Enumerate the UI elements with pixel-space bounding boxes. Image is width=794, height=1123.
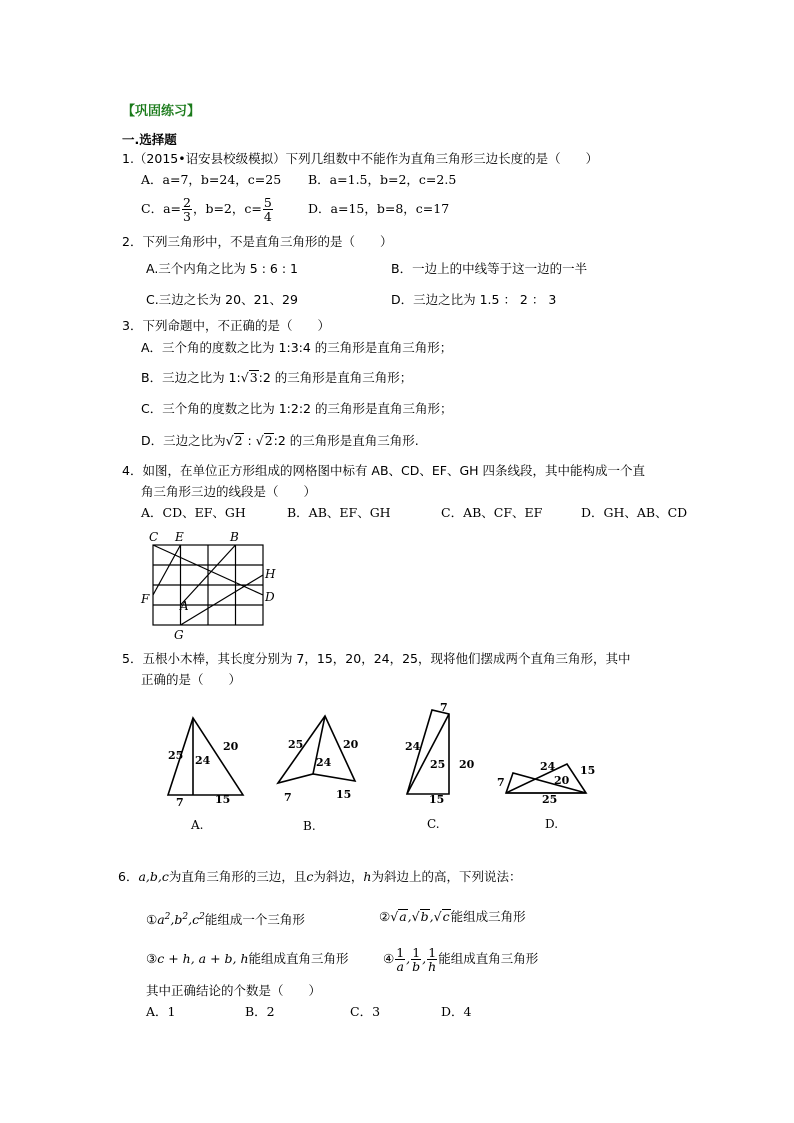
q6-option-c[interactable]: C．3 bbox=[350, 1004, 381, 1019]
q6-option-d[interactable]: D．4 bbox=[441, 1004, 472, 1019]
q6-stem bbox=[118, 869, 521, 885]
marker-1: ① bbox=[146, 912, 158, 928]
math-c-squared: $c^2$ bbox=[192, 912, 205, 928]
segment-ef bbox=[153, 545, 181, 595]
q6-question: 其中正确结论的个数是（ ） bbox=[146, 983, 322, 998]
label-25: 25 bbox=[288, 738, 304, 751]
q4-option-d[interactable]: D．GH、AB、CD bbox=[581, 505, 688, 520]
label-20: 20 bbox=[459, 758, 475, 771]
q4-grid-figure bbox=[138, 526, 288, 644]
sqrt-c: √c bbox=[433, 909, 450, 924]
q1-option-a[interactable]: A．a=7，b=24，c=25 bbox=[141, 172, 282, 187]
marker-2: ② bbox=[379, 909, 391, 924]
q3-b-prefix: B．三边之比为 1: bbox=[141, 370, 241, 385]
q6-option-a[interactable]: A．1 bbox=[146, 1004, 176, 1019]
label-25: 25 bbox=[430, 758, 446, 771]
point-label-h: H bbox=[265, 567, 276, 581]
label-7: 7 bbox=[440, 701, 448, 714]
q4-option-b[interactable]: B．AB、EF、GH bbox=[287, 505, 391, 520]
radicand: 2 bbox=[264, 433, 273, 448]
statement-text: 能组成直角三角形 bbox=[248, 951, 349, 966]
label-15: 15 bbox=[429, 793, 445, 806]
q6-statement-1: $①a^2,b^2,c^2$能组成一个三角形 bbox=[146, 912, 305, 928]
radicand: 3 bbox=[249, 370, 258, 385]
statement-text: 能组成一个三角形 bbox=[204, 912, 305, 928]
q6-option-b[interactable]: B．2 bbox=[245, 1004, 275, 1019]
label-15: 15 bbox=[336, 788, 352, 801]
q6-var-h: h bbox=[363, 869, 372, 884]
q4-stem-line2: 角三角形三边的线段是（ ） bbox=[141, 484, 317, 499]
q6-text: 为直角三角形的三边，且 bbox=[168, 869, 307, 884]
label-25: 25 bbox=[168, 749, 184, 762]
q1-c-fraction-a bbox=[182, 196, 192, 223]
math-b-squared: $b^2$ bbox=[174, 912, 189, 928]
q4-option-a[interactable]: A．CD、EF、GH bbox=[141, 505, 246, 520]
frac-numerator: 2 bbox=[183, 195, 191, 210]
statement-text: 能组成三角形 bbox=[450, 909, 526, 924]
point-label-d: D bbox=[265, 590, 275, 604]
q3-option-d[interactable] bbox=[141, 433, 419, 449]
frac-1-over-h: $\frac{1}{h}$ bbox=[428, 945, 437, 974]
point-label-b: B bbox=[230, 530, 239, 544]
q6-vars: a,b,c bbox=[138, 869, 169, 884]
q2-option-b[interactable]: B．一边上的中线等于这一边的一半 bbox=[391, 261, 588, 276]
q3-option-b[interactable] bbox=[141, 370, 412, 386]
q1-option-d[interactable]: D．a=15，b=8，c=17 bbox=[308, 201, 450, 216]
sqrt-symbol: √3 bbox=[240, 370, 258, 385]
frac-numerator: 5 bbox=[263, 195, 272, 210]
q2-stem: 2．下列三角形中，不是直角三角形的是（ ） bbox=[122, 234, 393, 249]
q3-d-suffix: :2 的三角形是直角三角形. bbox=[273, 433, 419, 448]
radicand: 2 bbox=[234, 433, 243, 448]
label-7: 7 bbox=[176, 796, 184, 809]
q3-d-prefix: D．三边之比为 bbox=[141, 433, 226, 448]
q3-option-a[interactable]: A．三个角的度数之比为 1:3:4 的三角形是直角三角形； bbox=[141, 340, 453, 355]
point-label-g: G bbox=[174, 628, 184, 642]
q2-option-c[interactable]: C.三边之长为 20、21、29 bbox=[146, 292, 298, 307]
label-20: 20 bbox=[223, 740, 239, 753]
label-24: 24 bbox=[195, 754, 211, 767]
q6-text: 为斜边， bbox=[313, 869, 364, 884]
q2-option-d[interactable]: D．三边之比为 1.5 ： 2 ： 3 bbox=[391, 292, 557, 307]
figure-a-label[interactable]: A. bbox=[191, 818, 204, 832]
label-7: 7 bbox=[497, 776, 505, 789]
figure-b-label[interactable]: B. bbox=[303, 819, 316, 833]
label-24: 24 bbox=[316, 756, 332, 769]
q6-var-c: c bbox=[306, 869, 314, 884]
q1-c-prefix: C．a= bbox=[141, 201, 181, 216]
label-25: 25 bbox=[542, 793, 558, 806]
point-label-f: F bbox=[141, 592, 150, 606]
figure-c-label[interactable]: C. bbox=[427, 817, 440, 831]
q1-option-b[interactable]: B．a=1.5，b=2，c=2.5 bbox=[308, 172, 457, 187]
frac-1-over-a: $\frac{1}{a}$ bbox=[396, 945, 405, 974]
q6-statement-2: ②√a,√b,√c能组成三角形 bbox=[379, 909, 526, 924]
q5-stem-line2: 正确的是（ ） bbox=[141, 672, 242, 687]
q1-option-c[interactable] bbox=[141, 190, 274, 228]
q4-option-c[interactable]: C．AB、CF、EF bbox=[441, 505, 543, 520]
math-expression: c + h, a + b, h bbox=[157, 951, 249, 966]
marker-4: ④ bbox=[383, 951, 395, 966]
label-20: 20 bbox=[343, 738, 359, 751]
marker-3: ③ bbox=[146, 951, 158, 966]
sqrt-a: √a bbox=[390, 909, 407, 924]
q3-b-suffix: :2 的三角形是直角三角形； bbox=[258, 370, 413, 385]
point-label-e: E bbox=[175, 530, 184, 544]
q4-stem-line1: 4．如图，在单位正方形组成的网格图中标有 AB、CD、EF、GH 四条线段，其中能构成一个直 bbox=[122, 463, 646, 478]
label-7: 7 bbox=[284, 791, 292, 804]
label-24: 24 bbox=[540, 760, 556, 773]
q1-c-fraction-c bbox=[263, 196, 273, 223]
statement-text: 能组成直角三角形 bbox=[438, 951, 539, 966]
q2-option-a[interactable]: A.三个内角之比为 5 : 6 : 1 bbox=[146, 261, 298, 276]
math-a-squared: $a^2$ bbox=[157, 912, 171, 928]
sqrt-symbol: √2 bbox=[255, 433, 273, 448]
point-label-a: A bbox=[180, 599, 189, 613]
segment-gh bbox=[181, 575, 264, 625]
q6-number: 6． bbox=[118, 869, 139, 884]
label-15: 15 bbox=[215, 793, 231, 806]
part-heading: 一.选择题 bbox=[122, 132, 177, 147]
point-label-c: C bbox=[149, 530, 159, 544]
sqrt-symbol: √2 bbox=[225, 433, 243, 448]
section-title: 【巩固练习】 bbox=[122, 104, 201, 119]
q6-text: 为斜边上的高，下列说法： bbox=[371, 869, 522, 884]
q6-statement-3 bbox=[146, 951, 349, 967]
frac-denominator: 4 bbox=[263, 209, 272, 224]
frac-1-over-b: $\frac{1}{b}$ bbox=[412, 945, 421, 974]
label-20: 20 bbox=[554, 774, 570, 787]
q3-stem: 3．下列命题中，不正确的是（ ） bbox=[122, 318, 330, 333]
figure-d-label[interactable]: D. bbox=[545, 817, 559, 831]
q5-stem-line1: 5．五根小木棒，其长度分别为 7，15，20，24，25，现将他们摆成两个直角三角形，其中 bbox=[122, 651, 631, 666]
frac-denominator: 3 bbox=[183, 209, 191, 224]
sqrt-b: √b bbox=[411, 909, 429, 924]
q6-statement-4: ④ $\frac{1}{a}$ , $\frac{1}{b}$ , $\frac{1}{h}$ 能组成直角三角形 bbox=[383, 945, 539, 974]
q1-c-mid: ，b=2，c= bbox=[192, 201, 262, 216]
q3-option-c[interactable]: C．三个角的度数之比为 1:2:2 的三角形是直角三角形； bbox=[141, 401, 453, 416]
colon: : bbox=[243, 433, 256, 448]
label-24: 24 bbox=[405, 740, 421, 753]
label-15: 15 bbox=[580, 764, 596, 777]
q5-figures bbox=[150, 695, 610, 840]
q1-stem: 1.（2015•诏安县校级模拟）下列几组数中不能作为直角三角形三边长度的是（ ） bbox=[122, 151, 599, 166]
